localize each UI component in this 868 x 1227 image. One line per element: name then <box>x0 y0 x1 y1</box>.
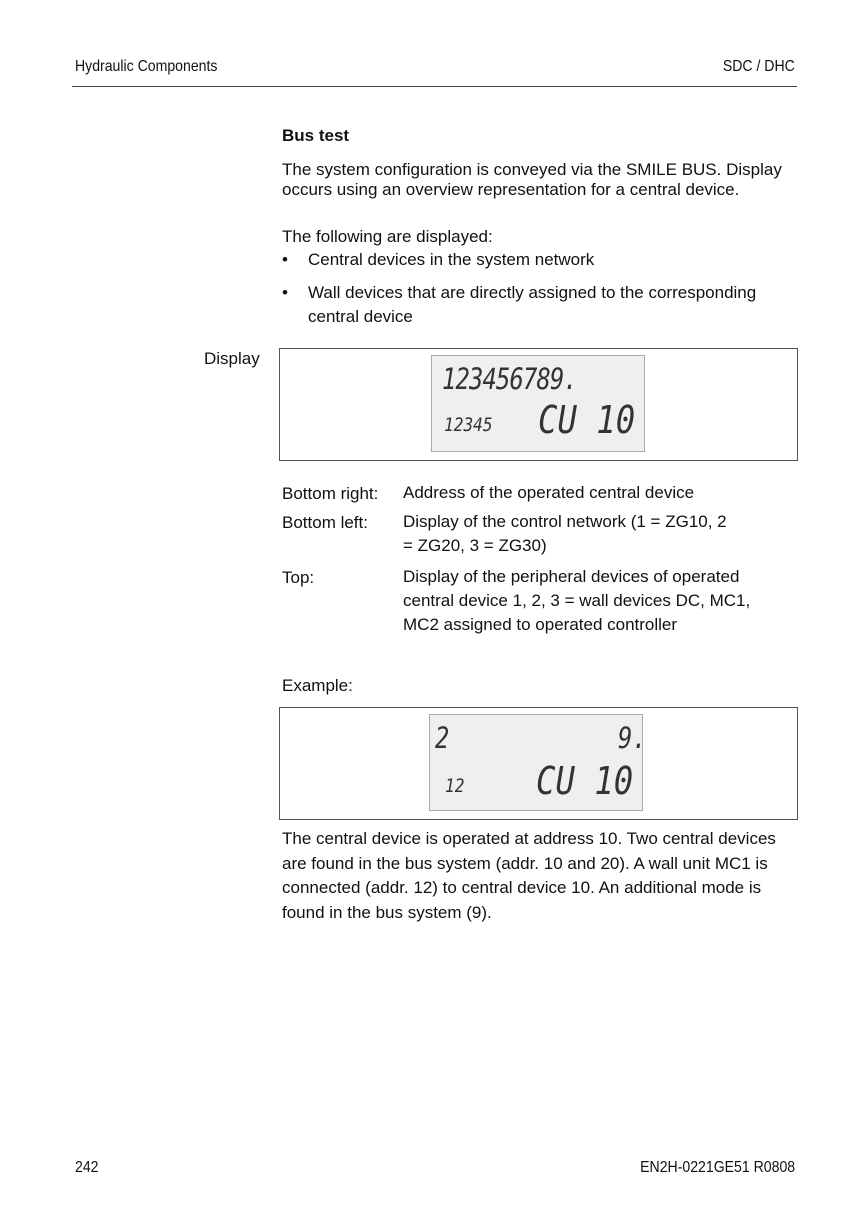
section-title: Bus test <box>282 126 350 145</box>
lcd-bottom-left-digits: 12345 <box>444 414 493 436</box>
definition-desc: Display of the control network (1 = ZG10, 2 = ZG20, 3 = ZG30) <box>403 512 727 555</box>
lcd-top-right-digit: 9. <box>618 721 647 755</box>
header-rule <box>72 86 797 87</box>
display-figure-frame <box>279 348 798 461</box>
document-code: EN2H-0221GE51 R0808 <box>640 1159 795 1176</box>
running-header-right: SDC / DHC <box>723 58 795 75</box>
lcd-screen <box>431 355 645 452</box>
intro-paragraph: The system configuration is conveyed via the SMILE BUS. Display occurs using an overview representation for a central device. <box>282 160 782 199</box>
lcd-bottom-right-digits: CU 10 <box>536 759 634 803</box>
example-figure-frame <box>279 707 798 820</box>
following-label: The following are displayed: <box>282 227 493 246</box>
definition-term: Top: <box>282 568 315 587</box>
bullet-text: Central devices in the system network <box>308 250 595 269</box>
definition-term: Bottom right: <box>282 484 379 503</box>
lcd-bottom-left-digits: 12 <box>445 775 465 797</box>
running-header-left: Hydraulic Components <box>75 58 218 75</box>
page-number: 242 <box>75 1159 99 1176</box>
lcd-screen <box>429 714 647 811</box>
bullet-text: Wall devices that are directly assigned to the corresponding central device <box>308 283 757 326</box>
bullet-dot-icon: • <box>282 283 288 302</box>
example-label: Example: <box>282 676 353 695</box>
bullet-dot-icon: • <box>282 250 288 269</box>
display-label: Display <box>204 349 260 368</box>
lcd-top-digits: 123456789. <box>442 362 577 396</box>
definition-desc: Address of the operated central device <box>403 483 695 502</box>
definition-desc: Display of the peripheral devices of operated central device 1, 2, 3 = wall devices DC, MC1, MC2 assigned to operated controller <box>403 567 751 634</box>
definition-term: Bottom left: <box>282 513 368 532</box>
lcd-top-left-digit: 2 <box>435 721 450 755</box>
lcd-bottom-right-digits: CU 10 <box>538 398 636 442</box>
example-explanation: The central device is operated at address 10. Two central devices are found in the bus system (addr. 10 and 20). A wall unit MC1 is connected (addr. 12) to central device 10. An additional mode is found in the bus system (9). <box>282 829 776 922</box>
